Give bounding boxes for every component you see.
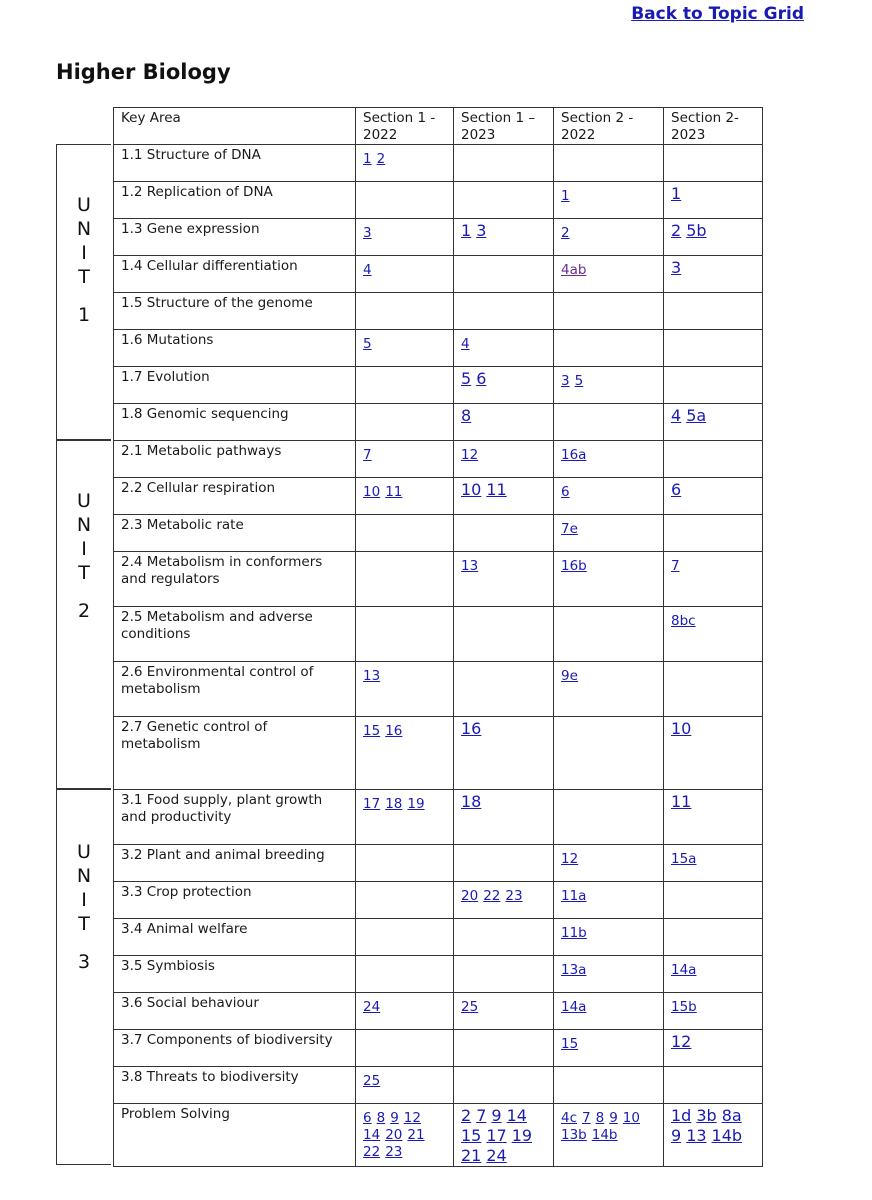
question-link[interactable]: 3 [476,221,487,240]
question-link[interactable]: 6 [363,1110,372,1126]
question-refs-cell [356,219,454,256]
question-link[interactable]: 9 [390,1110,399,1126]
question-refs-cell [454,607,554,662]
question-link[interactable]: 14 [363,1127,381,1143]
question-refs-cell [554,607,664,662]
question-refs-cell [664,182,763,219]
question-refs-cell [454,293,554,330]
question-refs-cell [554,1067,664,1104]
question-refs-cell [664,882,763,919]
key-area-cell: 3.5 Symbiosis [114,956,356,993]
question-link[interactable]: 1 [461,221,472,240]
question-refs-cell [454,717,554,790]
question-refs-cell [664,145,763,182]
question-refs-cell [356,1067,454,1104]
question-refs-cell [554,919,664,956]
question-refs-cell [356,367,454,404]
question-link[interactable]: 25 [363,1073,381,1089]
key-area-cell: 1.7 Evolution [114,367,356,404]
key-area-table [113,107,763,1167]
question-link[interactable]: 5 [461,369,472,388]
question-link[interactable]: 9e [561,668,578,684]
question-link[interactable]: 16 [461,719,482,738]
question-refs-cell [664,441,763,478]
unit-2-label [56,440,111,789]
question-link[interactable]: 16b [561,558,587,574]
question-link[interactable]: 4 [363,262,372,278]
unit-letter: I [81,242,87,264]
question-refs-cell [454,367,554,404]
question-refs-cell [356,441,454,478]
table-row [114,330,763,367]
question-refs-cell [664,790,763,845]
question-refs-cell [554,845,664,882]
question-refs-cell [554,478,664,515]
key-area-cell: 1.2 Replication of DNA [114,182,356,219]
question-refs-cell [356,662,454,717]
question-link[interactable]: 13 [363,668,381,684]
question-link[interactable]: 21 [407,1127,425,1143]
question-refs-cell [664,515,763,552]
question-link[interactable]: 8a [721,1106,742,1125]
question-refs-cell [664,1030,763,1067]
question-link[interactable]: 4ab [561,262,587,278]
question-refs-cell [356,790,454,845]
key-area-cell: 2.1 Metabolic pathways [114,441,356,478]
question-refs-cell [554,1030,664,1067]
question-refs-cell [554,330,664,367]
question-refs-cell [454,662,554,717]
question-refs-cell [454,330,554,367]
unit-letter: I [81,538,87,560]
table-row [114,404,763,441]
question-link[interactable]: 1 [561,188,570,204]
question-link[interactable]: 12 [671,1032,692,1051]
question-link[interactable]: 15 [561,1036,579,1052]
key-area-cell: 2.2 Cellular respiration [114,478,356,515]
question-link[interactable]: 15a [671,851,697,867]
unit-letter: N [76,218,92,240]
table-row [114,182,763,219]
question-link[interactable]: 14b [591,1127,618,1143]
key-area-cell: Problem Solving [114,1104,356,1167]
question-refs-cell [554,441,664,478]
key-area-cell: 3.3 Crop protection [114,882,356,919]
question-refs-cell [454,1030,554,1067]
table-row [114,717,763,790]
key-area-cell: 2.4 Metabolism in conformers and regulators [114,552,356,607]
question-refs-cell [554,993,664,1030]
question-refs-cell [664,367,763,404]
table-row [114,790,763,845]
header-section-col-2: Section 1 – 2023 [454,108,554,145]
question-link[interactable]: 2 [461,1106,472,1125]
question-link[interactable]: 3 [561,373,570,389]
table-row [114,293,763,330]
question-link[interactable]: 20 [461,888,479,904]
question-refs-cell [356,956,454,993]
question-link[interactable]: 7 [671,558,680,574]
question-refs-cell [554,790,664,845]
key-area-cell: 1.6 Mutations [114,330,356,367]
question-link[interactable]: 5b [686,221,707,240]
table-row [114,552,763,607]
unit-number: 3 [77,951,91,973]
question-link[interactable]: 12 [461,447,479,463]
question-link[interactable]: 14b [711,1126,743,1145]
question-refs-cell [356,717,454,790]
question-refs-cell [554,256,664,293]
question-refs-cell [454,515,554,552]
question-link[interactable]: 13 [461,558,479,574]
question-link[interactable]: 9 [671,1126,682,1145]
question-link[interactable]: 8 [595,1110,605,1126]
question-refs-cell [554,367,664,404]
unit-letter: I [81,889,87,911]
question-link[interactable]: 10 [461,480,482,499]
question-refs-cell [664,607,763,662]
question-link[interactable]: 15 [363,723,381,739]
unit-letter: U [77,841,91,863]
question-refs-cell [356,552,454,607]
key-area-cell: 3.6 Social behaviour [114,993,356,1030]
key-area-cell: 2.5 Metabolism and adverse conditions [114,607,356,662]
unit-letter: T [78,266,90,288]
question-link[interactable]: 3b [696,1106,717,1125]
unit-letter: U [77,490,91,512]
header-key-area: Key Area [114,108,356,145]
unit-letter: T [78,562,90,584]
question-link[interactable]: 14a [671,962,697,978]
question-refs-cell [356,882,454,919]
question-refs-cell [554,956,664,993]
question-refs-cell [664,1104,763,1167]
unit-letter: U [77,194,91,216]
question-link[interactable]: 2 [671,221,682,240]
key-area-cell: 2.3 Metabolic rate [114,515,356,552]
unit-letter: N [76,865,92,887]
table-row [114,607,763,662]
question-link[interactable]: 6 [671,480,682,499]
question-link[interactable]: 1d [671,1106,692,1125]
unit-3-label [56,789,111,1165]
table-row [114,515,763,552]
question-refs-cell [356,1030,454,1067]
unit-number: 2 [77,600,91,622]
unit-letter: T [78,913,90,935]
question-link[interactable]: 3 [671,258,682,277]
question-link[interactable]: 11 [486,480,507,499]
question-refs-cell [356,182,454,219]
question-link[interactable]: 24 [363,999,381,1015]
question-refs-cell [454,182,554,219]
table-row [114,993,763,1030]
question-refs-cell [554,882,664,919]
question-refs-cell [554,293,664,330]
question-link[interactable]: 19 [407,796,425,812]
header-section-col-3: Section 2 - 2022 [554,108,664,145]
question-refs-cell [454,404,554,441]
key-area-cell: 2.6 Environmental control of metabolism [114,662,356,717]
question-link[interactable]: 10 [622,1110,640,1126]
table-row [114,956,763,993]
table-row [114,441,763,478]
question-refs-cell [356,1104,454,1167]
question-refs-cell [554,662,664,717]
question-refs-cell [664,256,763,293]
question-link[interactable]: 8 [461,406,472,425]
question-refs-cell [454,919,554,956]
question-link[interactable]: 15b [671,999,697,1015]
question-refs-cell [664,404,763,441]
question-refs-cell [664,919,763,956]
question-link[interactable]: 10 [671,719,692,738]
question-refs-cell [356,845,454,882]
question-refs-cell [554,145,664,182]
table-row [114,1067,763,1104]
question-link[interactable]: 13a [561,962,587,978]
question-refs-cell [664,330,763,367]
page-title: Higher Biology [56,60,231,84]
unit-1-label [56,144,111,440]
key-area-cell: 2.7 Genetic control of metabolism [114,717,356,790]
table-row [114,367,763,404]
table-row [114,1104,763,1167]
question-refs-cell [356,607,454,662]
question-link[interactable]: 22 [363,1144,381,1160]
table-row [114,256,763,293]
question-refs-cell [454,845,554,882]
question-link[interactable]: 24 [486,1146,507,1165]
question-link[interactable]: 11a [561,888,587,904]
question-refs-cell [454,882,554,919]
question-link[interactable]: 13b [561,1127,587,1143]
table-row [114,145,763,182]
key-area-cell: 1.1 Structure of DNA [114,145,356,182]
key-area-cell: 3.7 Components of biodiversity [114,1030,356,1067]
key-area-cell: 1.3 Gene expression [114,219,356,256]
question-link[interactable]: 8bc [671,613,696,629]
question-refs-cell [454,993,554,1030]
question-refs-cell [664,552,763,607]
question-refs-cell [356,330,454,367]
table-header-row [114,108,763,145]
question-link[interactable]: 10 [363,484,381,500]
question-link[interactable]: 5 [363,336,372,352]
question-refs-cell [454,145,554,182]
question-link[interactable]: 21 [461,1146,482,1165]
key-area-cell: 3.8 Threats to biodiversity [114,1067,356,1104]
question-link[interactable]: 14 [506,1106,527,1125]
question-refs-cell [554,552,664,607]
question-refs-cell [664,845,763,882]
question-refs-cell [356,145,454,182]
question-link[interactable]: 17 [363,796,381,812]
question-link[interactable]: 17 [486,1126,507,1145]
question-refs-cell [664,662,763,717]
question-refs-cell [664,993,763,1030]
question-refs-cell [454,790,554,845]
question-refs-cell [664,219,763,256]
question-link[interactable]: 1 [671,184,682,203]
question-refs-cell [554,404,664,441]
key-area-cell: 1.8 Genomic sequencing [114,404,356,441]
question-refs-cell [554,515,664,552]
back-to-topic-grid-link[interactable]: Back to Topic Grid [631,4,804,24]
question-link[interactable]: 23 [385,1144,403,1160]
table-row [114,219,763,256]
question-link[interactable]: 7 [476,1106,487,1125]
table-row [114,1030,763,1067]
question-link[interactable]: 15 [461,1126,482,1145]
question-link[interactable]: 11b [561,925,587,941]
question-refs-cell [356,256,454,293]
question-refs-cell [454,1067,554,1104]
question-refs-cell [664,293,763,330]
unit-number: 1 [77,304,91,326]
question-link[interactable]: 18 [385,796,403,812]
question-link[interactable]: 7 [363,447,372,463]
question-link[interactable]: 12 [561,851,579,867]
question-link[interactable]: 25 [461,999,479,1015]
question-link[interactable]: 1 [363,151,372,167]
question-refs-cell [554,1104,664,1167]
key-area-cell: 3.1 Food supply, plant growth and productivity [114,790,356,845]
question-link[interactable]: 3 [363,225,372,241]
question-link[interactable]: 7e [561,521,578,537]
question-link[interactable]: 14a [561,999,587,1015]
question-refs-cell [554,219,664,256]
unit-letter: N [76,514,92,536]
question-link[interactable]: 11 [385,484,403,500]
question-link[interactable]: 5 [574,373,584,389]
question-refs-cell [356,404,454,441]
question-refs-cell [454,552,554,607]
question-link[interactable]: 22 [483,888,501,904]
question-link[interactable]: 20 [385,1127,403,1143]
question-link[interactable]: 2 [376,151,386,167]
question-link[interactable]: 6 [561,484,570,500]
question-link[interactable]: 16a [561,447,587,463]
table-row [114,845,763,882]
question-refs-cell [454,1104,554,1167]
question-link[interactable]: 13 [686,1126,707,1145]
header-section-col-1: Section 1 - 2022 [356,108,454,145]
question-link[interactable]: 7 [582,1110,591,1126]
question-link[interactable]: 18 [461,792,482,811]
question-refs-cell [356,993,454,1030]
question-refs-cell [664,1067,763,1104]
question-refs-cell [454,478,554,515]
question-refs-cell [356,478,454,515]
question-refs-cell [554,717,664,790]
question-link[interactable]: 4 [461,336,470,352]
key-area-cell: 1.4 Cellular differentiation [114,256,356,293]
question-refs-cell [356,293,454,330]
question-link[interactable]: 4c [561,1110,578,1126]
key-area-cell: 1.5 Structure of the genome [114,293,356,330]
question-refs-cell [664,717,763,790]
table-row [114,919,763,956]
header-section-col-4: Section 2- 2023 [664,108,763,145]
table-row [114,478,763,515]
question-refs-cell [664,956,763,993]
question-link[interactable]: 6 [476,369,487,388]
question-link[interactable]: 11 [671,792,692,811]
question-link[interactable]: 16 [385,723,403,739]
question-link[interactable]: 23 [505,888,523,904]
question-refs-cell [356,515,454,552]
question-link[interactable]: 4 [671,406,682,425]
question-refs-cell [356,919,454,956]
question-refs-cell [454,441,554,478]
question-refs-cell [454,219,554,256]
question-link[interactable]: 8 [376,1110,386,1126]
table-row [114,882,763,919]
question-refs-cell [554,182,664,219]
question-refs-cell [454,256,554,293]
key-area-cell: 3.2 Plant and animal breeding [114,845,356,882]
question-link[interactable]: 5a [686,406,707,425]
question-refs-cell [664,478,763,515]
table-row [114,662,763,717]
question-link[interactable]: 9 [609,1110,618,1126]
question-refs-cell [454,956,554,993]
key-area-cell: 3.4 Animal welfare [114,919,356,956]
question-link[interactable]: 9 [491,1106,502,1125]
question-link[interactable]: 19 [511,1126,533,1145]
question-link[interactable]: 2 [561,225,570,241]
question-link[interactable]: 12 [403,1110,421,1126]
